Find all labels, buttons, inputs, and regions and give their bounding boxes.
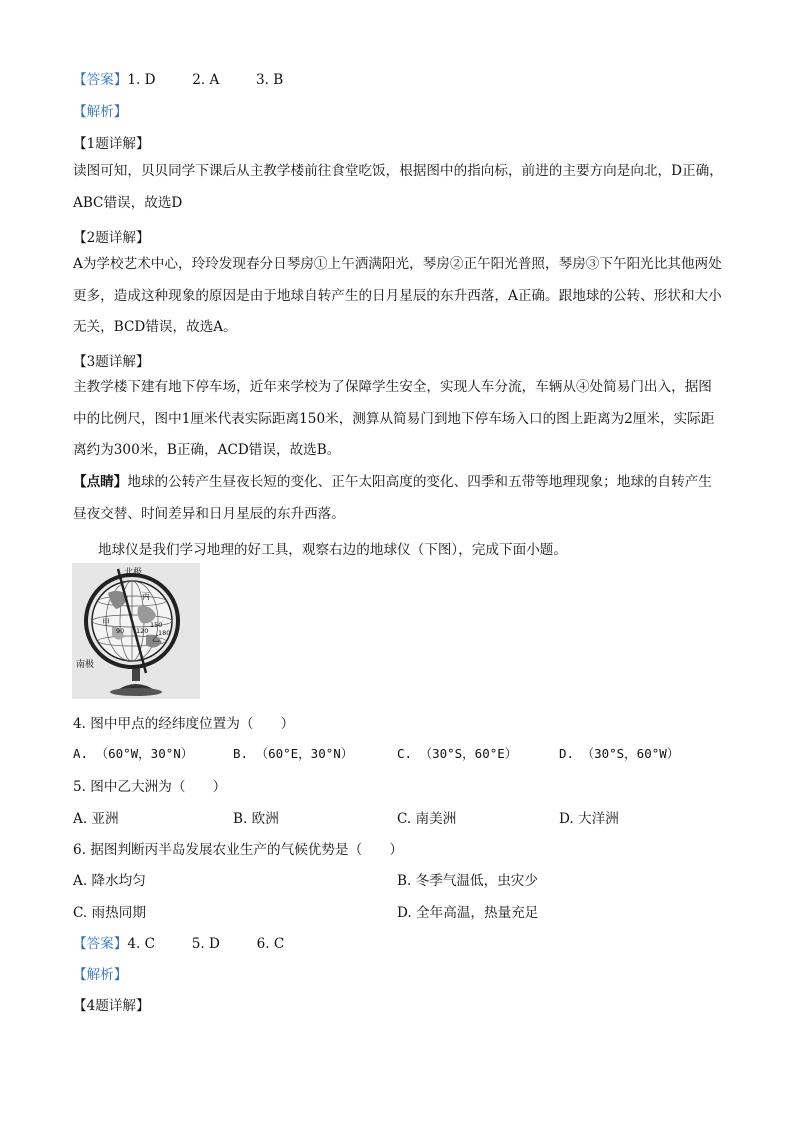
q4-option-c[interactable]: C. （30°S，60°E）: [397, 746, 518, 761]
key-point-text: 地球的公转产生昼夜长短的变化、正午太阳高度的变化、四季和五带等地理现象；地球的自转产生昼夜交替、时间差异和日月星辰的东升西落。: [73, 474, 712, 522]
answer-3: 3. B: [256, 72, 284, 88]
globe-intro: 地球仪是我们学习地理的好工具，观察右边的地球仪（下图），完成下面小题。: [98, 542, 567, 558]
point-jia-label: 甲: [102, 618, 110, 627]
answer-1: 1. D: [127, 72, 156, 88]
point-yi-label: 乙: [152, 634, 160, 643]
q6-option-a[interactable]: A. 降水均匀: [73, 873, 146, 889]
q5-option-b[interactable]: B. 欧洲: [233, 811, 279, 827]
q6-option-c[interactable]: C. 雨热同期: [73, 905, 146, 921]
answer-4: 4. C: [127, 936, 156, 952]
q3-detail-heading: 【3题详解】: [73, 354, 150, 370]
key-point: [73, 467, 723, 530]
answer-6: 6. C: [256, 936, 285, 952]
q6-option-d[interactable]: D. 全年高温，热量充足: [397, 905, 539, 921]
q4-option-d[interactable]: D. （30°S，60°W）: [559, 746, 680, 761]
key-point-heading: 【点睛】: [73, 474, 128, 490]
north-pole-label: 北极: [124, 568, 143, 578]
q5-stem: 5. 图中乙大洲为（ ）: [73, 779, 227, 795]
q6-stem: 6. 据图判断丙半岛发展农业生产的气候优势是（ ）: [73, 842, 403, 858]
q1-detail-heading: 【1题详解】: [73, 136, 150, 152]
q5-option-c[interactable]: C. 南美洲: [397, 811, 457, 827]
q2-detail-heading: 【2题详解】: [73, 230, 150, 246]
point-bing-label: 丙: [142, 592, 150, 601]
analysis-label-2: 【解析】: [73, 967, 128, 983]
lon-150-label: 150: [150, 621, 163, 629]
q4-detail-heading: 【4题详解】: [73, 998, 150, 1014]
q5-option-a[interactable]: A. 亚洲: [73, 811, 119, 827]
analysis-label: 【解析】: [73, 104, 128, 120]
q5-option-d[interactable]: D. 大洋洲: [559, 811, 619, 827]
south-pole-label: 南极: [76, 660, 95, 670]
q1-detail-text: 读图可知，贝贝同学下课后从主教学楼前往食堂吃饭，根据图中的指向标，前进的主要方向是向北，D正确，ABC错误，故选D: [73, 163, 723, 211]
q6-option-b[interactable]: B. 冬季气温低，虫灾少: [397, 873, 538, 889]
q4-stem: 4. 图中甲点的经纬度位置为（ ）: [73, 716, 295, 732]
q3-detail-text: 主教学楼下建有地下停车场，近年来学校为了保障学生安全，实现人车分流，车辆从④处简易门出入，据图中的比例尺，图中1厘米代表实际距离150米，测算从简易门到地下停车场入口的图上距离为2厘米，实际距离约为300米，B正确，ACD错误，故选B。: [73, 379, 715, 458]
q4-option-a[interactable]: A. （60°W，30°N）: [73, 746, 194, 761]
answer-line-2: [73, 932, 284, 952]
q2-detail-text: A为学校艺术中心，玲玲发现春分日琴房①上午洒满阳光，琴房②正午阳光普照，琴房③下午阳光比其他两处更多，造成这种现象的原因是由于地球自转产生的日月星辰的东升西落，A正确。跟地球的公转、形状和大小无关，BCD错误，故选A。: [73, 256, 722, 335]
answer-tag: 【答案】: [73, 936, 128, 952]
lon-120-label: 120: [136, 627, 149, 635]
answer-tag: 【答案】: [73, 72, 128, 88]
answer-2: 2. A: [192, 72, 220, 88]
lon-180-label: 180: [158, 629, 171, 637]
q4-option-b[interactable]: B. （60°E，30°N）: [233, 746, 354, 761]
answer-5: 5. D: [191, 936, 220, 952]
answer-line-1: [73, 68, 283, 88]
lon-90-label: 90: [116, 627, 125, 635]
globe-figure: [72, 563, 200, 699]
